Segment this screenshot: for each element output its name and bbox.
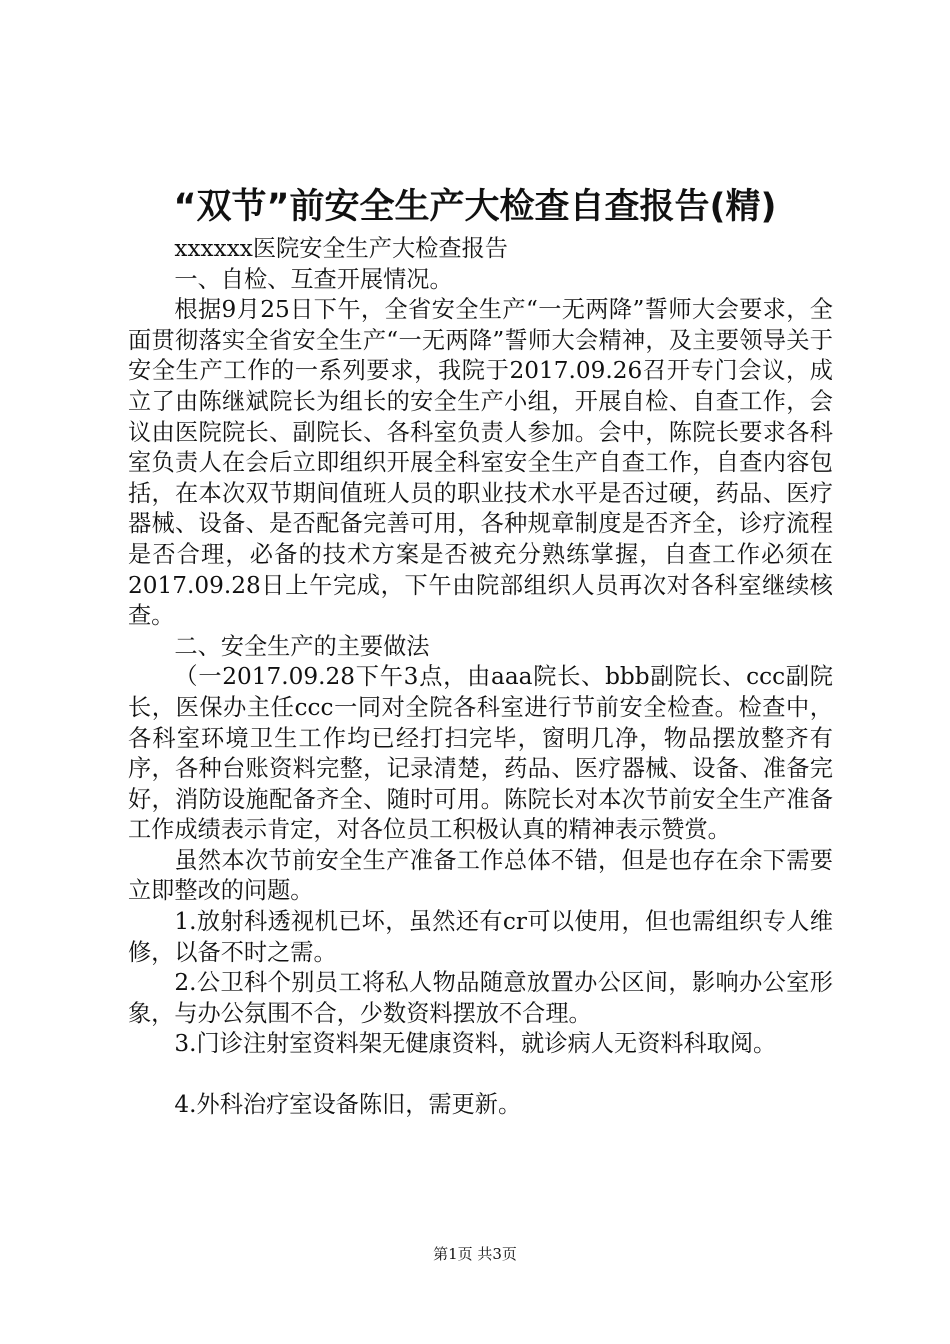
section-heading-1: 一、自检、互查开展情况。 bbox=[174, 265, 453, 293]
paragraph-self-inspection: 根据9月25日下午，全省安全生产“一无两降”誓师大会要求，全面贯彻落实全省安全生产“一无两降”誓师大会精神，及主要领导关于安全生产工作的一系列要求，我院于2017.09.26召开专门会议，成立了由陈继斌院长为组长的安全生产小组，开展自检、自查工作，会议由医院院长、副院长、各科室负责人参加。会中，陈院长要求各科室负责人在会后立即组织开展全科室安全生产自查工作，自查内容包括，在本次双节期间值班人员的职业技术水平是否过硬，药品、医疗器械、设备、是否配备完善可用，各种规章制度是否齐全，诊疗流程是否合理，必备的技术方案是否被充分熟练掌握，自查工作必须在2017.09.28日上午完成，下午由院部组织人员再次对各科室继续核查。 bbox=[128, 296, 833, 630]
section-heading-2: 二、安全生产的主要做法 bbox=[174, 632, 430, 660]
document-body bbox=[128, 234, 833, 1121]
paragraph-issues-intro: 虽然本次节前安全生产准备工作总体不错，但是也存在余下需要立即整改的问题。 bbox=[128, 846, 833, 905]
page-footer: 第1页 共3页 bbox=[433, 1245, 517, 1263]
issue-item-1: 1.放射科透视机已坏，虽然还有cr可以使用，但也需组织专人维修，以备不时之需。 bbox=[128, 908, 833, 966]
issue-item-4: 4.外科治疗室设备陈旧，需更新。 bbox=[174, 1091, 522, 1119]
document-title: “双节”前安全生产大检查自查报告(精) bbox=[173, 187, 777, 227]
issue-item-2: 2.公卫科个别员工将私人物品随意放置办公区间，影响办公室形象，与办公氛围不合，少数资料摆放不合理。 bbox=[128, 969, 833, 1027]
paragraph-inspection-details: （一2017.09.28下午3点，由aaa院长、bbb副院长、ccc副院长，医保办主任ccc一同对全院各科室进行节前安全检查。检查中，各科室环境卫生工作均已经打扫完毕，窗明几净，物品摆放整齐有序，各种台账资料完整，记录清楚，药品、医疗器械、设备、准备完好，消防设施配备齐全、随时可用。陈院长对本次节前安全生产准备工作成绩表示肯定，对各位员工积极认真的精神表示赞赏。 bbox=[128, 663, 833, 844]
issue-item-3: 3.门诊注射室资料架无健康资料，就诊病人无资料科取阅。 bbox=[174, 1030, 777, 1058]
report-subtitle: xxxxxx医院安全生产大检查报告 bbox=[174, 235, 508, 262]
